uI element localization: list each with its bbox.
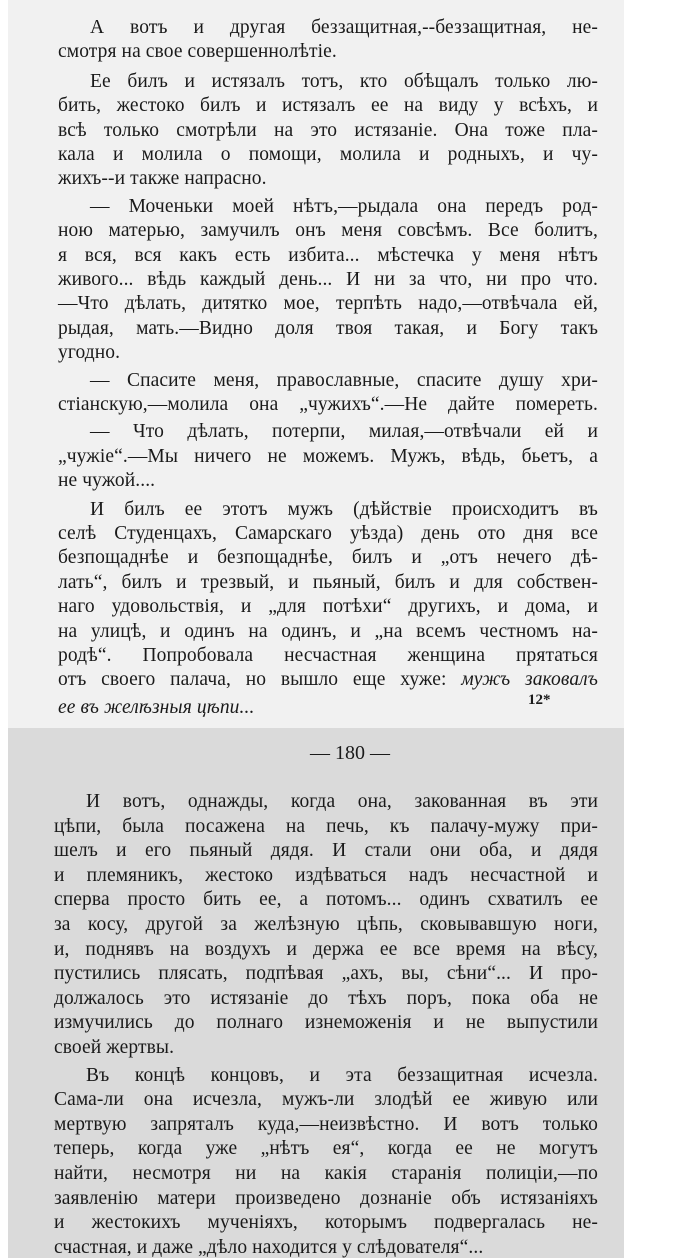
italic-text: мужъ заковалъ — [461, 669, 598, 691]
text-line-content: угодно. — [58, 342, 121, 364]
text-line-content: на улицѣ, и одинъ на одинъ, и „на всемъ честномъ на- — [58, 620, 598, 642]
text-line — [58, 219, 598, 243]
text-line — [58, 167, 598, 191]
text-line — [54, 1236, 598, 1260]
text-line — [54, 987, 598, 1011]
text-line — [90, 498, 598, 522]
text-line — [90, 16, 598, 40]
text-line — [58, 546, 598, 570]
text-line-content: —Что дѣлать, дитятко мое, терпѣть надо,—отвѣчала ей, — [58, 293, 598, 315]
text-line-content: „чужіе“.—Мы ничего не можемъ. Мужъ, вѣдь, бьетъ, а — [58, 445, 598, 467]
text-line-content: счастная, и даже „дѣло находится у слѣдователя“... — [54, 1236, 484, 1258]
text-line — [86, 790, 598, 814]
text-line-content: безпощаднѣе и безпощаднѣе, билъ и „отъ нечего дѣ- — [58, 547, 598, 569]
text-line-content: и племяникъ, жестоко издѣваться надъ несчастной и — [54, 864, 598, 886]
text-line — [58, 571, 598, 595]
text-line-content: — Моченьки моей нѣтъ,—рыдала она передъ род- — [90, 195, 598, 217]
text-line-content: цѣпи, была посажена на печь, къ палачу-мужу при- — [54, 815, 598, 837]
text-line-content: И билъ ее этотъ мужъ (дѣйствіе происходитъ въ — [90, 498, 598, 520]
text-line — [54, 864, 598, 888]
text-line-content: всѣ только смотрѣли на это истязаніе. Она тоже пла- — [58, 119, 598, 141]
text-line-content: отъ своего палача, но вышло еще хуже: — [58, 669, 447, 691]
text-line — [54, 1113, 598, 1137]
text-line-content: живого... вѣдь каждый день... И ни за что, ни про что. — [58, 269, 598, 290]
text-line — [58, 668, 598, 692]
text-line — [58, 644, 598, 668]
text-line-content: рыдая, мать.—Видно доля твоя такая, и Богу такъ — [58, 317, 598, 339]
text-line — [54, 1187, 598, 1211]
text-line-content: мертвую запряталъ куда,—неизвѣстно. И вотъ только — [54, 1113, 598, 1135]
text-line — [54, 888, 598, 912]
text-line-content: наго удовольствія, и „для потѣхи“ другихъ, и дома, и — [58, 596, 598, 618]
text-line-content: — Что дѣлать, потерпи, милая,—отвѣчали ей и — [90, 421, 598, 443]
text-line-content: заявленію матери произведено дознаніе объ истязаніяхъ — [54, 1187, 598, 1209]
text-line-content: должалось это истязаніе до тѣхъ поръ, пока оба не — [54, 987, 598, 1009]
text-line-content: не чужой.... — [58, 470, 156, 492]
text-line-content: измучились до полнаго изнеможенія и не выпустили — [54, 1012, 598, 1034]
text-line-content: лать“, билъ и трезвый, и пьяный, билъ и для собствен- — [58, 571, 598, 593]
text-line-content: селѣ Студенцахъ, Самарскаго уѣзда) день ото дня все — [58, 523, 598, 544]
text-line — [58, 696, 598, 720]
text-line-content: теперь, когда уже „нѣтъ ея“, когда ее не могутъ — [54, 1138, 598, 1160]
text-line-content: найти, несмотря ни на какія старанія полиціи,—по — [54, 1163, 598, 1184]
text-line — [54, 1211, 598, 1235]
text-line — [58, 393, 598, 417]
text-line-content: я вся, вся какъ есть избита... мѣстечка у меня нѣтъ — [58, 244, 598, 266]
text-line — [54, 1036, 598, 1060]
text-line — [54, 1011, 598, 1035]
text-line — [58, 244, 598, 268]
text-line-content: кала и молила о помощи, молила и родныхъ, и чу- — [58, 144, 598, 165]
text-line-content: сперва просто бить ее, а потомъ... одинъ схватилъ ее — [54, 889, 598, 911]
text-line — [90, 420, 598, 444]
signature-mark: 12* — [528, 692, 551, 708]
text-line — [58, 94, 598, 118]
text-line-content: за косу, другой за желѣзную цѣпь, сковывавшую ноги, — [54, 914, 598, 935]
text-line-content: И вотъ, однажды, когда она, закованная въ эти — [86, 791, 598, 812]
text-line — [58, 268, 598, 292]
text-line-content: ною матерью, замучилъ онъ меня совсѣмъ. Все болитъ, — [58, 220, 598, 242]
text-line — [86, 1064, 598, 1088]
text-line — [58, 40, 598, 64]
text-line — [54, 1088, 598, 1112]
text-line — [54, 1137, 598, 1161]
text-line-content: и жестокихъ мученіяхъ, которымъ подвергалась не- — [54, 1212, 598, 1234]
text-line — [58, 522, 598, 546]
text-line — [58, 620, 598, 644]
text-line — [58, 317, 598, 341]
text-line — [58, 119, 598, 143]
text-line — [58, 595, 598, 619]
text-line — [58, 143, 598, 167]
text-line — [90, 195, 598, 219]
text-line-content: шелъ и его пьяный дядя. И стали они оба, и дядя — [54, 840, 598, 862]
page-number: — 180 — — [310, 742, 390, 764]
text-line-content: Въ концѣ концовъ, и эта беззащитная исчезла. — [86, 1064, 598, 1086]
text-line-content: смотря на свое совершеннолѣтіе. — [58, 41, 337, 63]
text-line — [58, 445, 598, 469]
text-line-content: пустились плясать, подпѣвая „ахъ, вы, сѣни“... И про- — [54, 963, 598, 985]
text-line-content: стіанскую,—молила она „чужихъ“.—Не дайте помереть. — [58, 394, 598, 415]
text-line — [90, 70, 598, 94]
text-line-content: и, поднявъ на воздухъ и держа ее все время на вѣсу, — [54, 938, 598, 960]
text-line — [54, 839, 598, 863]
text-line — [54, 815, 598, 839]
text-line-content: — Спасите меня, православные, спасите душу хри- — [90, 369, 598, 391]
text-line — [54, 962, 598, 986]
text-line-content: Сама-ли она исчезла, мужъ-ли злодѣй ее живую или — [54, 1089, 598, 1111]
text-line — [54, 913, 598, 937]
text-line-content: А вотъ и другая беззащитная,--беззащитная, не- — [90, 17, 598, 38]
text-line — [58, 292, 598, 316]
text-line-content: бить, жестоко билъ и истязалъ ее на виду у всѣхъ, и — [58, 95, 598, 117]
text-line — [90, 369, 598, 393]
text-line — [54, 1162, 598, 1186]
text-line — [58, 469, 598, 493]
text-line — [54, 938, 598, 962]
text-line-content: родѣ“. Попробовала несчастная женщина прятаться — [58, 645, 598, 666]
text-line-content: своей жертвы. — [54, 1037, 175, 1058]
text-line-content: Ее билъ и истязалъ тотъ, кто обѣщалъ только лю- — [90, 70, 598, 92]
text-line-content: ее въ желѣзныя цѣпи... — [58, 696, 255, 718]
text-line-content: жихъ--и также напрасно. — [58, 168, 267, 190]
text-line — [58, 341, 598, 365]
